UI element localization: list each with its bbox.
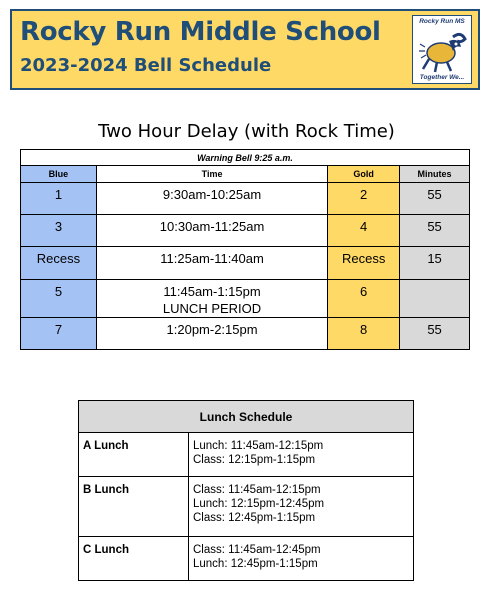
table-row (79, 433, 414, 477)
school-name: Rocky Run Middle School (20, 17, 381, 47)
logo-top-text: Rocky Run MS (419, 18, 465, 25)
blue-period: 1 (21, 183, 97, 215)
table-row (21, 318, 470, 350)
lunch-times (189, 537, 414, 581)
lunch-time-line: Class: 11:45am-12:15pm (193, 484, 321, 496)
table-row (79, 477, 414, 537)
period-time: 11:45am-1:15pm (163, 284, 261, 299)
period-time-cell (96, 280, 327, 318)
lunch-schedule-table (78, 400, 414, 581)
lunch-name: B Lunch (79, 477, 189, 537)
blue-period: Recess (21, 247, 97, 280)
gold-period: 2 (328, 183, 400, 215)
gold-period: 6 (328, 280, 400, 318)
period-time: 10:30am-11:25am (96, 215, 327, 247)
lunch-time-line: Class: 11:45am-12:45pm (193, 544, 321, 556)
period-time: 1:20pm-2:15pm (96, 318, 327, 350)
lunch-name: C Lunch (79, 537, 189, 581)
ram-mascot-icon (419, 27, 467, 73)
table-row (21, 215, 470, 247)
lunch-times (189, 433, 414, 477)
schedule-year-title: 2023-2024 Bell Schedule (20, 55, 272, 76)
school-logo (412, 15, 472, 84)
column-header-minutes: Minutes (400, 166, 470, 183)
period-minutes: 15 (400, 247, 470, 280)
period-minutes: 55 (400, 318, 470, 350)
lunch-period-note: LUNCH PERIOD (162, 301, 262, 316)
lunch-name: A Lunch (79, 433, 189, 477)
gold-period: 4 (328, 215, 400, 247)
table-row (21, 183, 470, 215)
period-minutes (400, 280, 470, 318)
header-banner (10, 9, 480, 90)
lunch-time-line: Lunch: 11:45am-12:15pm (193, 440, 324, 452)
table-row (79, 537, 414, 581)
period-time: 9:30am-10:25am (96, 183, 327, 215)
period-minutes: 55 (400, 183, 470, 215)
column-header-blue: Blue (21, 166, 97, 183)
warning-bell-note: Warning Bell 9:25 a.m. (21, 150, 470, 166)
logo-bottom-text: Together We... (419, 74, 465, 81)
table-row (21, 280, 470, 318)
table-row (21, 247, 470, 280)
column-header-time: Time (96, 166, 327, 183)
lunch-times (189, 477, 414, 537)
lunch-time-line: Lunch: 12:15pm-12:45pm (193, 498, 325, 510)
blue-period: 5 (21, 280, 97, 318)
lunch-time-line: Class: 12:45pm-1:15pm (193, 512, 316, 524)
lunch-time-line: Class: 12:15pm-1:15pm (193, 454, 316, 466)
lunch-schedule-title: Lunch Schedule (79, 401, 414, 433)
bell-schedule-table (20, 149, 470, 350)
blue-period: 7 (21, 318, 97, 350)
period-minutes: 55 (400, 215, 470, 247)
gold-period: Recess (328, 247, 400, 280)
blue-period: 3 (21, 215, 97, 247)
lunch-time-line: Lunch: 12:45pm-1:15pm (193, 558, 318, 570)
period-time: 11:25am-11:40am (96, 247, 327, 280)
schedule-title: Two Hour Delay (with Rock Time) (98, 121, 395, 142)
column-header-gold: Gold (328, 166, 400, 183)
gold-period: 8 (328, 318, 400, 350)
